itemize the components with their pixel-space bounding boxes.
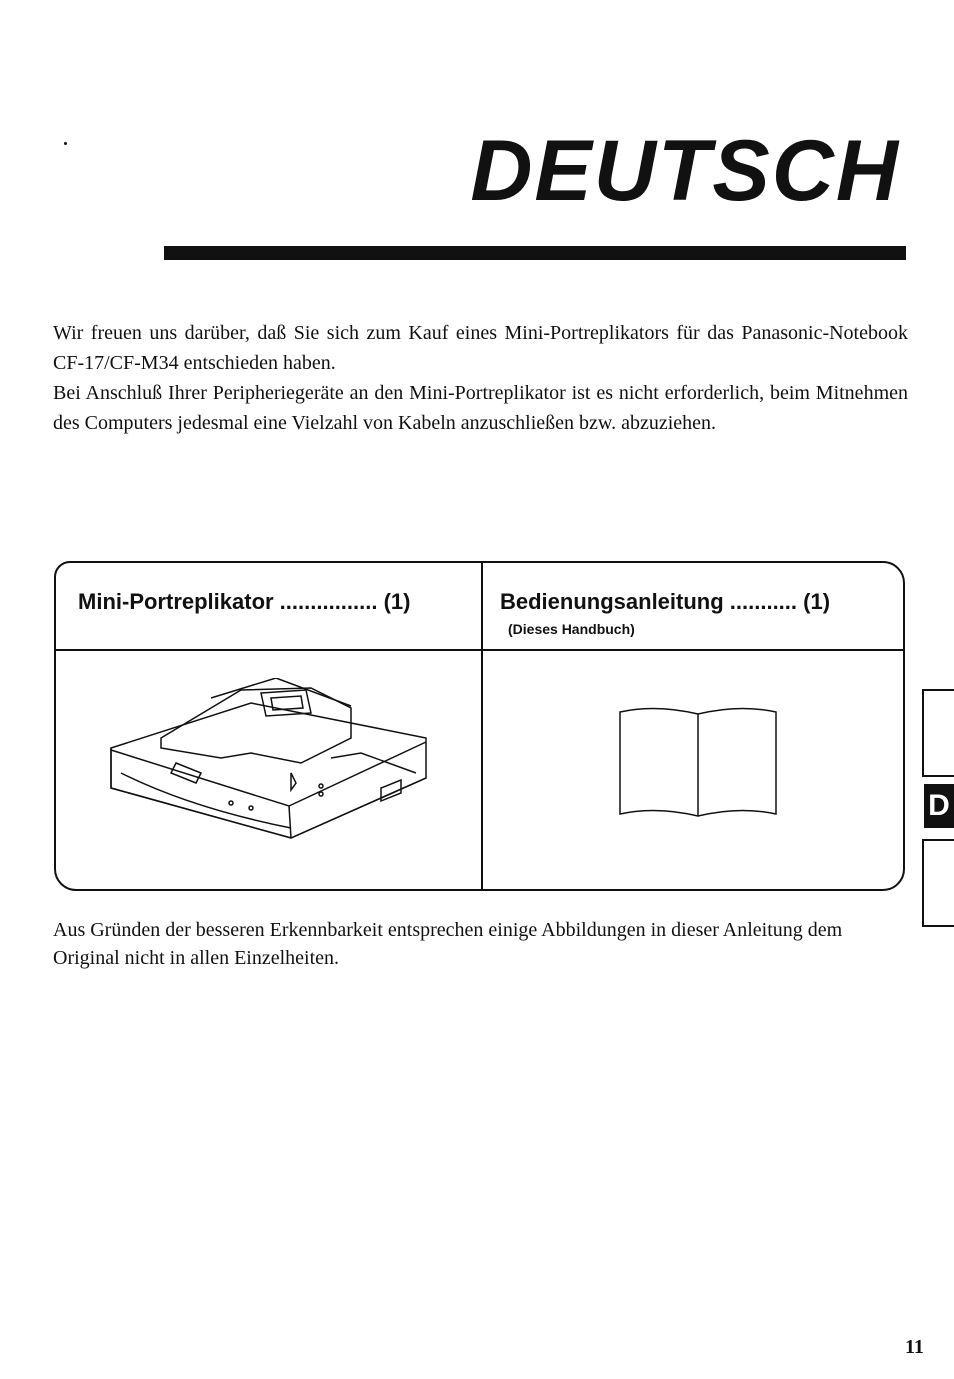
intro-text	[53, 318, 908, 438]
side-tab-line	[922, 689, 924, 777]
contents-box	[54, 561, 905, 891]
illustration-note	[53, 916, 913, 972]
speck	[64, 142, 67, 145]
intro-paragraph-2: Bei Anschluß Ihrer Peripheriegeräte an den Mini-Portreplikator ist es nicht erforderlich, beim Mitnehmen des Computers jedesmal eine Vielzahl von Kabeln anzuschließen bzw. abzuziehen.	[53, 382, 908, 434]
side-tab-line	[922, 775, 954, 777]
illustration-note-text: Aus Gründen der besseren Erkennbarkeit entsprechen einige Abbildungen in dieser Anleitung dem Original nicht in allen Einzelheiten.	[53, 919, 843, 969]
contents-divider-vertical	[481, 563, 483, 891]
contents-divider-horizontal	[56, 649, 903, 651]
manual-book-illustration	[616, 706, 781, 821]
item-manual-sublabel: (Dieses Handbuch)	[508, 621, 635, 637]
port-replicator-illustration	[101, 678, 431, 853]
page-number: 11	[905, 1336, 924, 1358]
side-tab-line	[922, 689, 954, 691]
title-rule	[164, 246, 906, 260]
intro-paragraph-1: Wir freuen uns darüber, daß Sie sich zum Kauf eines Mini-Portreplikators für das Panasonic-Notebook CF-17/CF-M34 entschieden haben.	[53, 322, 908, 374]
side-tab-line	[922, 925, 954, 927]
language-tab-d: D	[924, 784, 954, 828]
side-tab-line	[922, 839, 954, 841]
item-port-replicator-label: Mini-Portreplikator ................ (1)	[78, 589, 411, 614]
side-tab-line	[922, 839, 924, 927]
page-title: DEUTSCH	[470, 123, 900, 219]
item-manual-label: Bedienungsanleitung ........... (1)	[500, 589, 831, 614]
